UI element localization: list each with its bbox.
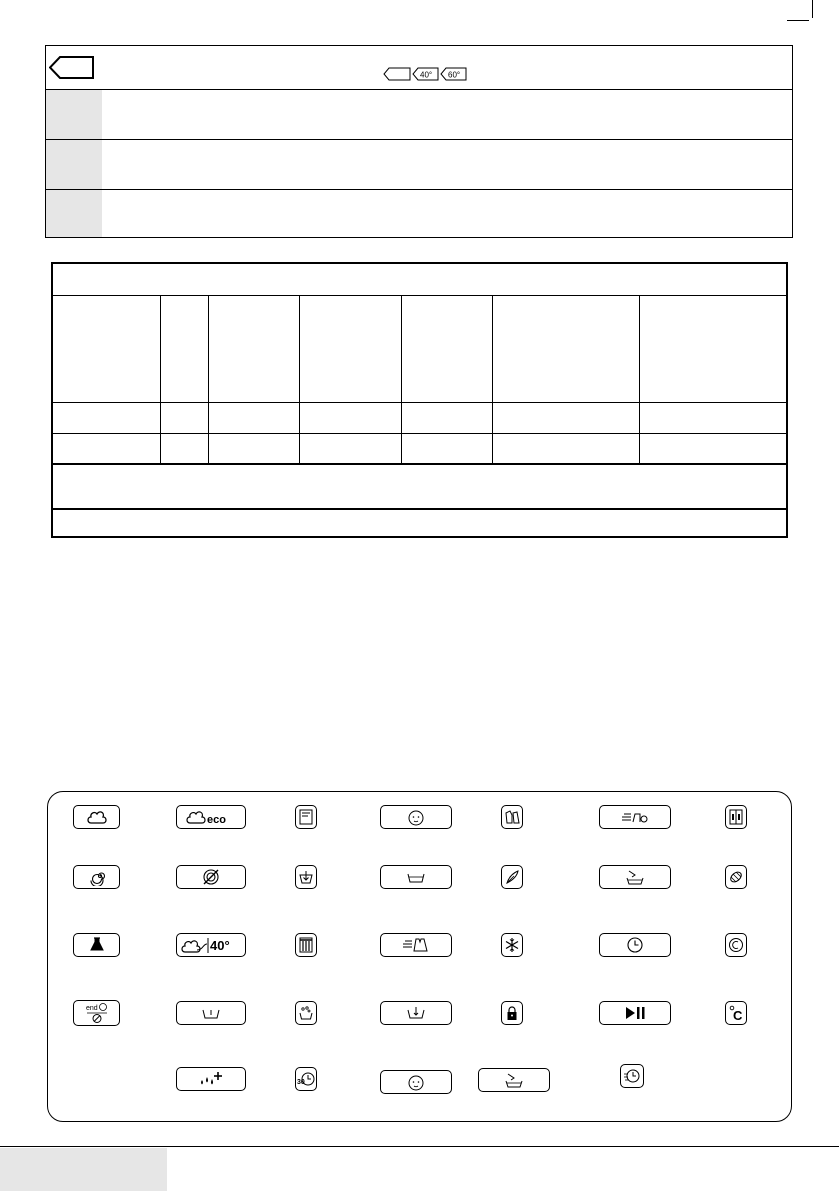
extra-water-icon [198, 1070, 224, 1088]
wardrobe-button[interactable] [725, 805, 747, 829]
feather-icon [504, 869, 520, 885]
feather-button[interactable] [501, 865, 523, 889]
program-chart-button[interactable] [295, 805, 317, 829]
end-time-button[interactable] [73, 1000, 120, 1026]
rinse-icon [406, 1005, 426, 1021]
basin-button[interactable] [380, 865, 452, 889]
detergent-row-2 [46, 89, 792, 139]
table-column-rule [299, 295, 300, 463]
cotton-eco-button[interactable] [176, 805, 246, 829]
lock-button[interactable] [501, 1001, 523, 1025]
clock-icon [626, 936, 644, 954]
extra-water-button[interactable] [176, 1067, 246, 1091]
mix-icon [504, 809, 520, 825]
curtain-icon [298, 937, 314, 953]
baby-button[interactable] [380, 805, 452, 829]
drain-button[interactable] [295, 865, 317, 889]
table-rule [53, 508, 786, 510]
quick-dry-button[interactable] [599, 805, 671, 829]
snowflake-icon [504, 937, 520, 953]
temperature-button[interactable] [725, 1001, 747, 1025]
rinse-button[interactable] [380, 1001, 452, 1025]
hand-wash-icon-2 [504, 1071, 524, 1089]
control-panel [47, 791, 792, 1122]
cotton-icon [86, 808, 108, 826]
cotton-40-label: 40° [210, 938, 230, 953]
row-2-shaded-cell [46, 90, 102, 139]
clock-button[interactable] [599, 933, 671, 957]
table-rule [53, 463, 786, 465]
drum-clean-icon [728, 937, 744, 953]
fast-shirt-button[interactable] [380, 933, 452, 957]
footer-shaded-box [0, 1148, 167, 1191]
spin-button[interactable] [73, 865, 120, 889]
table-column-rule [160, 295, 161, 463]
hand-wash-button-2[interactable] [478, 1068, 550, 1092]
detergent-row-4 [46, 189, 792, 237]
time-delay-icon [623, 1067, 641, 1085]
footer-rule [0, 1146, 839, 1147]
start-pause-icon [624, 1005, 646, 1021]
fast-shirt-icon [401, 936, 431, 954]
curtain-button[interactable] [295, 933, 317, 957]
lock-icon [504, 1005, 520, 1021]
quick-30-icon [297, 1070, 315, 1088]
detergent-row-1 [46, 46, 792, 89]
delicate-button[interactable] [73, 933, 120, 957]
no-spin-icon [201, 867, 221, 887]
row-3-shaded-cell [46, 140, 102, 189]
wardrobe-icon [728, 809, 744, 825]
tag-label-40: 40° [420, 70, 433, 80]
spin-icon [88, 868, 106, 886]
table-column-rule [401, 295, 402, 463]
quick-30-label: 30 [297, 1079, 305, 1086]
detergent-table [45, 45, 793, 238]
prewash-icon [201, 1005, 221, 1021]
quick-30-button[interactable] [295, 1067, 317, 1091]
baby-button-2[interactable] [380, 1070, 452, 1094]
time-delay-button[interactable] [620, 1064, 644, 1088]
steam-icon [298, 1005, 314, 1021]
woolen-icon [728, 869, 744, 885]
table-rule [53, 433, 786, 434]
tag-cell [46, 46, 102, 89]
temperature-tags [383, 66, 467, 87]
start-pause-button[interactable] [599, 1001, 671, 1025]
baby-icon-2 [406, 1073, 426, 1091]
hand-wash-icon [625, 868, 645, 886]
snowflake-button[interactable] [501, 933, 523, 957]
tag-label-60: 60° [448, 70, 461, 80]
drum-clean-button[interactable] [725, 933, 747, 957]
basin-icon [406, 869, 426, 885]
drain-icon [298, 869, 314, 885]
temperature-icon [728, 1004, 744, 1022]
crop-mark-vertical [812, 0, 813, 18]
tag-icon [49, 55, 95, 81]
baby-icon [406, 808, 426, 826]
no-spin-button[interactable] [176, 865, 246, 889]
eco-label: eco [207, 814, 226, 826]
cotton-40-button[interactable] [176, 933, 246, 957]
table-column-rule [208, 295, 209, 463]
quick-dry-icon [620, 809, 650, 825]
end-time-icon [85, 1002, 109, 1024]
hand-wash-button[interactable] [599, 865, 671, 889]
table-column-rule [639, 295, 640, 463]
consumption-table [51, 262, 788, 538]
mix-button[interactable] [501, 805, 523, 829]
row-4-shaded-cell [46, 190, 102, 237]
program-chart-icon [299, 809, 313, 825]
steam-button[interactable] [295, 1001, 317, 1025]
table-rule [53, 402, 786, 403]
temperature-tags-icon [383, 66, 467, 82]
prewash-button[interactable] [176, 1001, 246, 1025]
temperature-label: C [733, 1008, 743, 1022]
detergent-row-3 [46, 139, 792, 189]
table-column-rule [492, 295, 493, 463]
cotton-button[interactable] [73, 805, 120, 829]
delicate-icon [88, 936, 106, 954]
table-rule [53, 295, 786, 296]
woolen-button[interactable] [725, 865, 747, 889]
end-time-label: end [85, 1005, 98, 1012]
crop-mark-horizontal [787, 20, 809, 21]
cotton-40-icon [181, 935, 241, 955]
cotton-eco-icon [186, 808, 236, 826]
